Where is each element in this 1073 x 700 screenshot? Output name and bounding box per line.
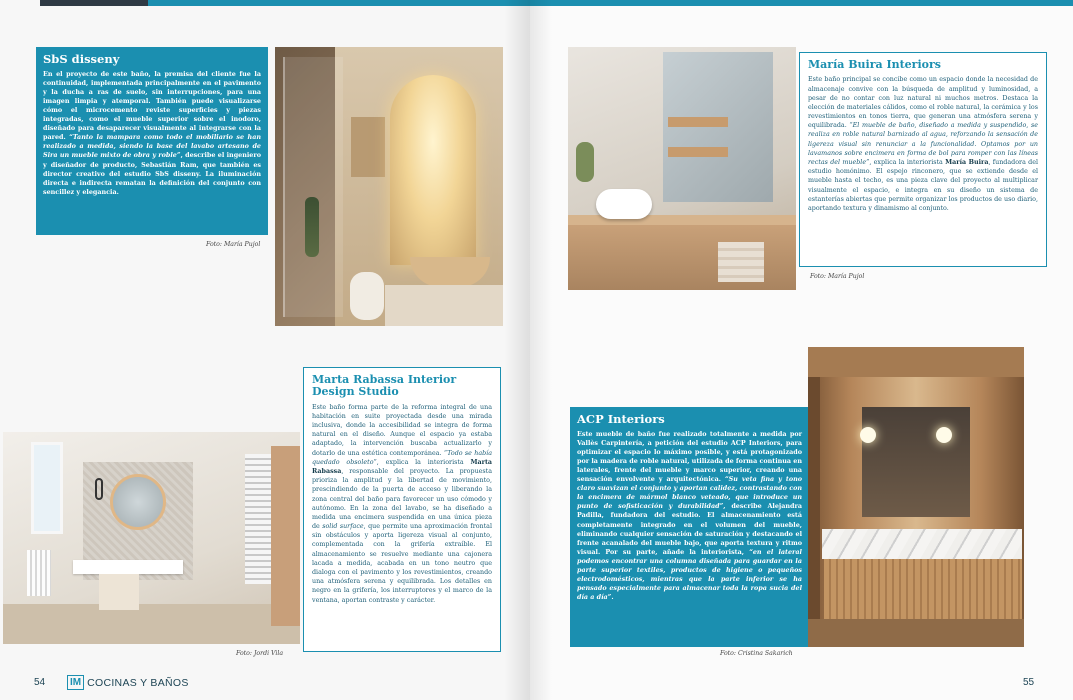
gutter-shadow-right xyxy=(530,0,552,700)
photo-credit-sbs: Foto: María Pujol xyxy=(206,241,261,248)
photo-maria-buira-bathroom xyxy=(568,47,796,290)
footer-brand xyxy=(67,675,189,690)
acp-interiors-title: ACP Interiors xyxy=(577,412,665,426)
right-page xyxy=(530,0,1073,700)
acp-interiors-box xyxy=(570,407,809,647)
photo-credit-marta: Foto: Jordi Vila xyxy=(236,650,284,657)
gutter-shadow-left xyxy=(504,0,530,700)
page-number-right: 55 xyxy=(1023,677,1035,688)
photo-acp-interiors-bathroom xyxy=(808,347,1024,647)
top-bar-accent-right xyxy=(530,0,1073,6)
marta-rabassa-box xyxy=(303,367,501,652)
photo-marta-rabassa-bathroom xyxy=(3,432,300,644)
top-bar-dark xyxy=(40,0,148,6)
photo-sbs-bathroom xyxy=(275,47,503,326)
sbs-disseny-box xyxy=(36,47,268,235)
photo-credit-maria: Foto: María Pujol xyxy=(810,273,865,280)
maria-buira-title: María Buira Interiors xyxy=(808,58,941,71)
sbs-disseny-text: En el proyecto de este baño, la premisa del cliente fue la continuidad, implementada principalmente en el pavimento y la ducha a ras de suelo, sin interrupciones, para una imagen limpia y atemporal. También puede visualizarse cómo el microcemento reviste superficies y piezas integradas, como el mueble superior sobre el inodoro, diseñado para desaparecer visualmente al integrarse con la pared. “Tanto la mampara como todo el mobiliario se han realizado a medida, siendo la base del lavabo artesano de Sira un mueble mixto de obra y roble”, describe el ingeniero y diseñador de producto, Sebastián Ram, que también es director creativo del estudio SbS disseny. La iluminación directa e indirecta rematan la definición del conjunto con sencillez y elegancia. xyxy=(43,69,261,196)
left-page xyxy=(0,0,530,700)
magazine-logo: IM xyxy=(67,675,84,690)
photo-credit-acp: Foto: Cristina Sakarich xyxy=(720,650,793,657)
sbs-disseny-title: SbS disseny xyxy=(43,52,120,66)
top-bar-accent xyxy=(148,0,530,6)
page-number-left: 54 xyxy=(34,677,46,688)
maria-buira-text: Este baño principal se concibe como un espacio donde la necesidad de almacenaje convive con la búsqueda de amplitud y luminosidad, a pesar de no contar con luz natural ni muchos metros. Destaca la elección de materiales cálidos, como el roble natural, la cerámica y los revestimientos en tonos tierra, que generan una atmósfera serena y equilibrada. “El mueble de baño, diseñado a medida y suspendido, se realiza en roble natural barnizado al agua, reforzando la sensación de ligereza visual sin renunciar a la funcionalidad. Optamos por un lavamanos sobre encimera en forma de bol para romper con las líneas rectas del mueble”, explica la interiorista María Buira, fundadora del estudio homónimo. El espejo rinconero, que se extiende desde el mueble hasta el techo, es una pieza clave del proyecto al multiplicar visualmente el espacio, e integra en su diseño un sistema de estanterías abiertas que permite organizar los productos de uso diario, aportando textura y dinamismo al conjunto. xyxy=(808,76,1038,212)
marta-rabassa-text: Este baño forma parte de la reforma integral de una habitación en suite proyectada desde una mirada inclusiva, donde la accesibilidad se integra de forma natural en el diseño. Aunque el espacio ya estaba adaptado, la intervención buscaba actualizarlo y dotarlo de una estética contemporánea. “Todo se había quedado obsoleto”, explica la interiorista Marta Rabassa, responsable del proyecto. La propuesta prioriza la amplitud y la libertad de movimiento, prescindiendo de la puerta de acceso y liberando la zona central del baño para favorecer un uso cómodo y autónomo. En la zona del lavabo, se ha diseñado a medida una encimera suspendida en una única pieza de solid surface, que permite una aproximación frontal sin obstáculos y aporta ligereza visual al conjunto, complementada con la grifería extraíble. El almacenamiento se resuelve mediante una cajonera lacada a medida, acabada en un tono neutro que dialoga con el pavimento y los revestimientos, creando una atmósfera serena y equilibrada. Los detalles en negro en la grifería, los interruptores y el marco de la ventana, aportan contraste y carácter. xyxy=(312,403,492,604)
section-label: COCINAS Y BAÑOS xyxy=(87,676,189,689)
marta-rabassa-title: Marta Rabassa Interior Design Studio xyxy=(312,373,457,399)
acp-interiors-text: Este mueble de baño fue realizado totalmente a medida por Vallès Carpintería, a petición del estudio ACP Interiors, para optimizar el espacio lo máximo posible, y está protagonizado por la madera de roble natural, utilizada de forma continua en laterales, frente del mueble y marco superior, creando una sensación envolvente y arquitectónica. “Su veta fina y tono claro suavizan el conjunto y aportan calidez, contrastando con la encimera de mármol blanco veteado, que introduce un punto de sofisticación y durabilidad”, describe Alejandra Padilla, fundadora del estudio. El almacenamiento está completamente integrado en el volumen del mueble, eliminando cualquier sensación de saturación y destacando el frente acanalado del mueble bajo, que aporta textura y ritmo visual. Por su parte, añade la interiorista, “en el lateral podemos encontrar una columna diseñada para guardar en la parte superior textiles, productos de higiene o pequeños electrodomésticos, mientras que la parte inferior se ha pensado especialmente para almacenar toda la ropa sucia del día a día”. xyxy=(577,429,802,602)
maria-buira-box xyxy=(799,52,1047,267)
